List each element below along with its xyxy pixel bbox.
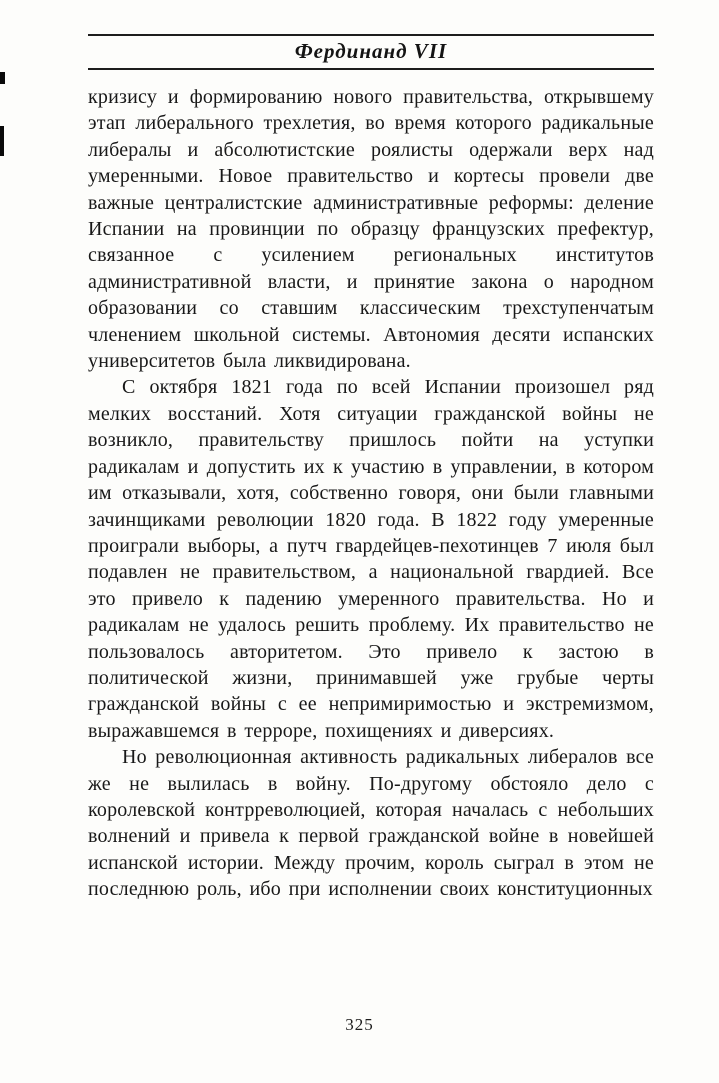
paragraph-continuation: кризису и формированию нового правительства, открывшему этап либерального трехлетия, во время которого радикальные либералы и абсолютистские роялисты одержали верх над умеренными. Новое правительство и кортесы провели две важные централистские административные реформы: деление Испании на провинции по образцу французских префектур, связанное с усилением региональных институтов административной власти, и принятие закона о народном образовании со ставшим классическим трехступенчатым членением школьной системы. Автономия десяти испанских университетов была ликвидирована.	[88, 86, 654, 373]
page-number: 325	[345, 1015, 374, 1034]
body-text	[88, 84, 654, 903]
paragraph: С октября 1821 года по всей Испании произошел ряд мелких восстаний. Хотя ситуации гражданской войны не возникло, правительству пришлось пойти на уступки радикалам и допустить их к участию в управлении, в котором им отказывали, хотя, собственно говоря, они были главными зачинщиками революции 1820 года. В 1822 году умеренные проиграли выборы, а путч гвардейцев-пехотинцев 7 июля был подавлен не правительством, а национальной гвардией. Все это привело к падению умеренного правительства. Но и радикалам не удалось решить проблему. Их правительство не пользовалось авторитетом. Это привело к застою в политической жизни, принимавшей уже грубые черты гражданской войны с ее непримиримостью и экстремизмом, выражавшемся в терроре, похищениях и диверсиях.	[88, 376, 654, 742]
paragraph: Но революционная активность радикальных либералов все же не вылилась в войну. По-другому обстояло дело с королевской контрреволюцией, которая началась с небольших волнений и привела к первой гражданской войне в новейшей испанской истории. Между прочим, король сыграл в этом не последнюю роль, ибо при исполнении своих конституционных	[88, 746, 654, 901]
page-header	[88, 34, 654, 70]
scan-artifact-mark	[0, 72, 5, 84]
running-head-title: Фердинанд VII	[294, 39, 448, 63]
header-rule-bottom	[88, 68, 654, 70]
scan-artifact-mark	[0, 126, 4, 156]
